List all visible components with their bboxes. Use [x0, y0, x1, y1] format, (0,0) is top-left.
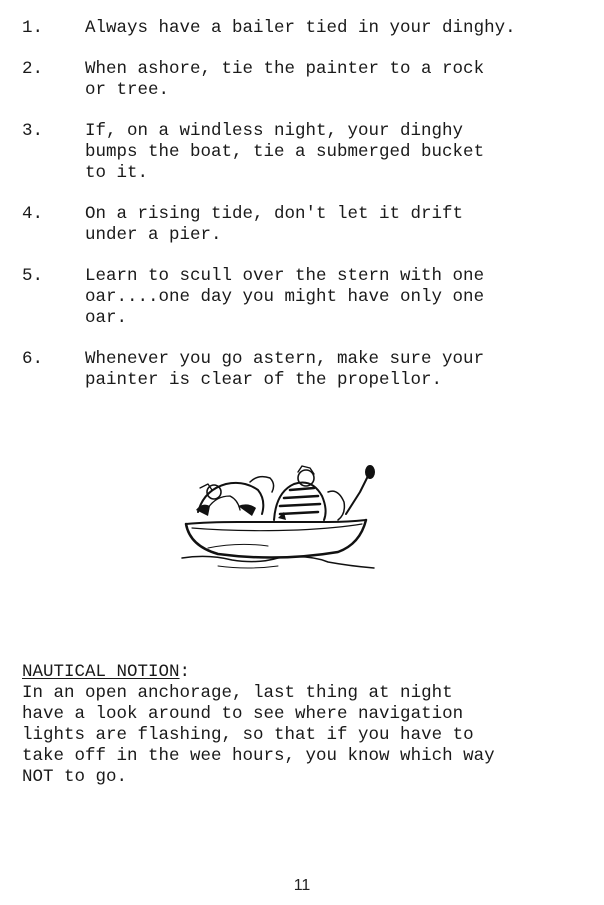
dinghy-illustration	[178, 462, 380, 574]
notion-heading: NAUTICAL NOTION	[22, 662, 180, 682]
tip-item-4	[22, 204, 602, 246]
nautical-notion	[22, 662, 597, 788]
tip-number: 6.	[22, 349, 44, 369]
tips-list	[22, 18, 602, 411]
tip-item-1	[22, 18, 602, 39]
tip-text: Learn to scull over the stern with one oar....one day you might have only one oar.	[85, 266, 485, 328]
tip-text: Whenever you go astern, make sure your painter is clear of the propellor.	[85, 349, 485, 390]
page-number: 11	[293, 877, 311, 894]
tip-text: Always have a bailer tied in your dinghy.	[85, 18, 516, 38]
dinghy-with-sleeping-sailors-icon	[178, 462, 380, 574]
tip-item-5	[22, 266, 602, 329]
tip-item-3	[22, 121, 602, 184]
tip-text: If, on a windless night, your dinghy bumps the boat, tie a submerged bucket to it.	[85, 121, 485, 183]
tip-item-6	[22, 349, 602, 391]
notion-heading-colon: :	[179, 662, 191, 682]
tip-item-2	[22, 59, 602, 101]
tip-number: 5.	[22, 266, 44, 286]
notion-body: In an open anchorage, last thing at night have a look around to see where navigation lights are flashing, so that if you have to take off in the wee hours, you know which way NOT to go.	[22, 683, 495, 787]
tip-text: When ashore, tie the painter to a rock or tree.	[85, 59, 485, 100]
tip-number: 2.	[22, 59, 44, 79]
tip-number: 4.	[22, 204, 44, 224]
tip-text: On a rising tide, don't let it drift under a pier.	[85, 204, 464, 245]
tip-number: 3.	[22, 121, 44, 141]
tip-number: 1.	[22, 18, 44, 38]
